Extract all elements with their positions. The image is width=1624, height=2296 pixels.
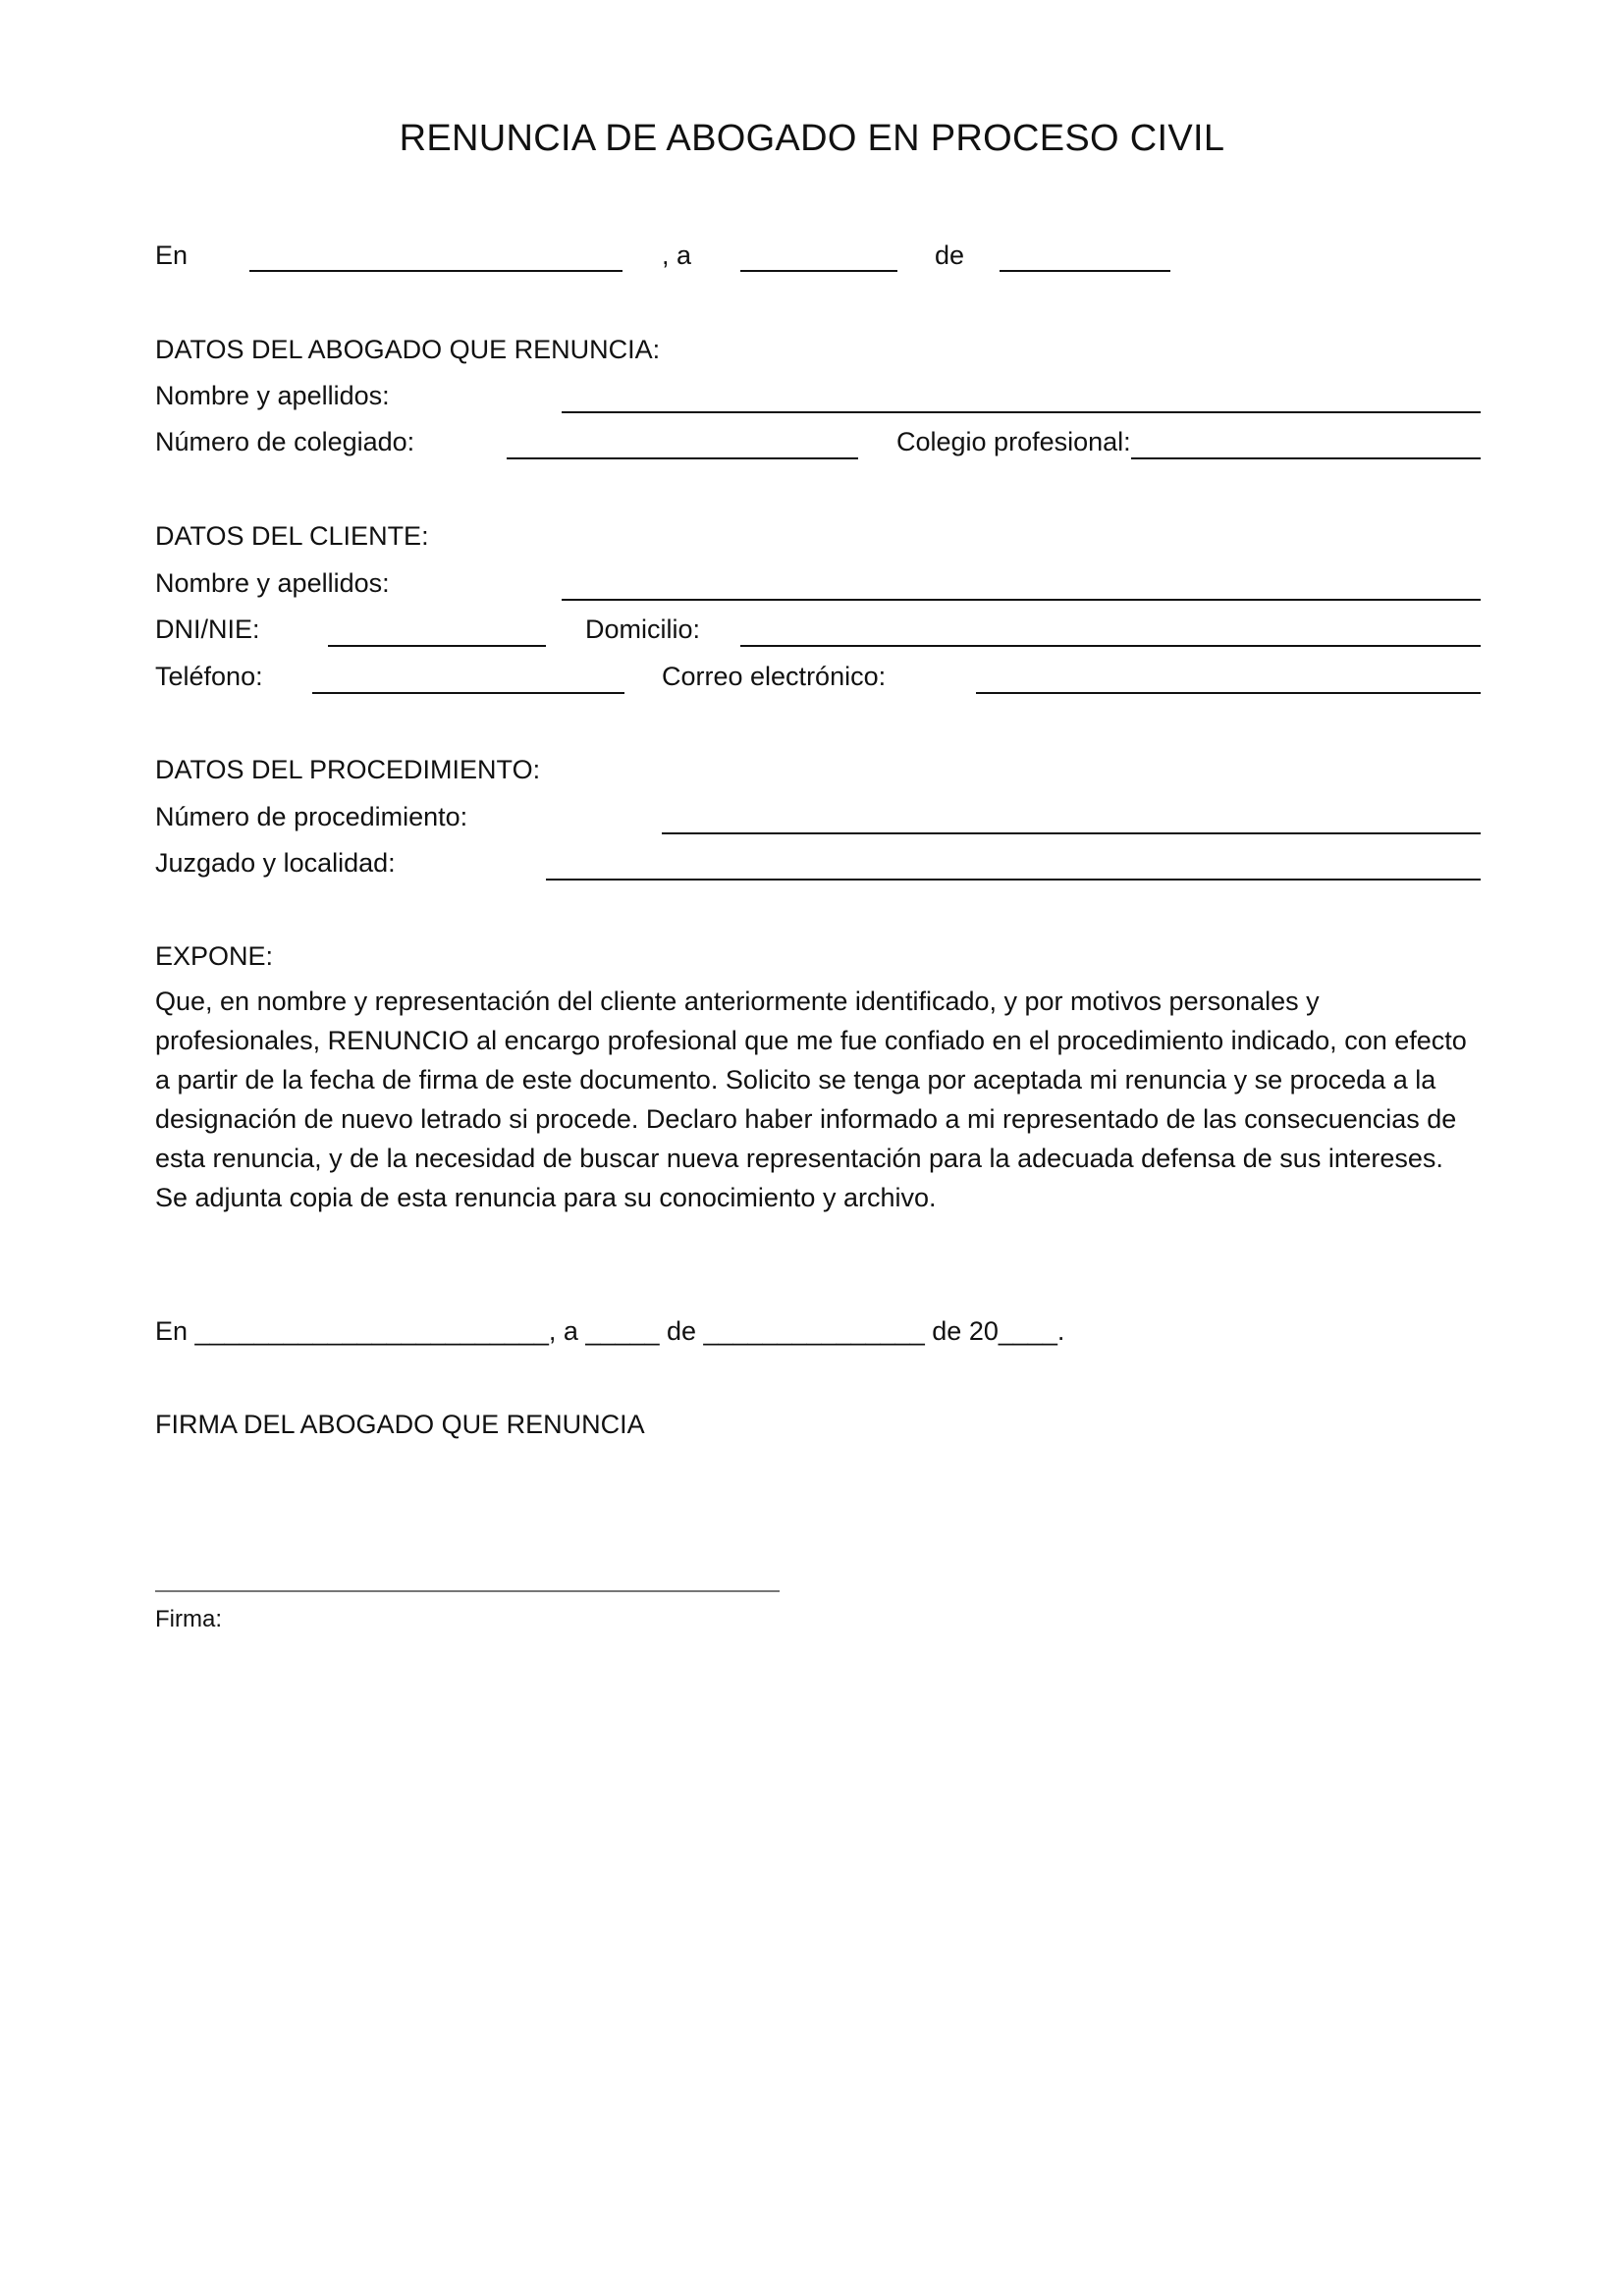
cliente-telefono-field[interactable] — [312, 692, 624, 694]
firma-heading: FIRMA DEL ABOGADO QUE RENUNCIA — [155, 1410, 645, 1439]
abogado-nombre-label: Nombre y apellidos: — [155, 381, 390, 410]
abogado-colegiado-field[interactable] — [507, 457, 858, 459]
procedimiento-numero-field[interactable] — [662, 832, 1481, 834]
cliente-domicilio-field[interactable] — [740, 645, 1481, 647]
cliente-dni-label: DNI/NIE: — [155, 614, 260, 644]
procedimiento-juzgado-label: Juzgado y localidad: — [155, 848, 396, 878]
abogado-heading: DATOS DEL ABOGADO QUE RENUNCIA: — [155, 335, 661, 364]
abogado-colegiado-label: Número de colegiado: — [155, 427, 415, 456]
day-field[interactable] — [740, 270, 897, 272]
month-field[interactable] — [1000, 270, 1170, 272]
cliente-dni-field[interactable] — [328, 645, 546, 647]
place-field[interactable] — [249, 270, 623, 272]
document-title: RENUNCIA DE ABOGADO EN PROCESO CIVIL — [399, 118, 1225, 159]
cliente-correo-label: Correo electrónico: — [662, 662, 887, 691]
cliente-heading: DATOS DEL CLIENTE: — [155, 521, 429, 551]
header-en-label: En — [155, 240, 189, 270]
header-de-label: de — [935, 240, 965, 270]
expone-heading: EXPONE: — [155, 941, 274, 971]
cliente-telefono-label: Teléfono: — [155, 662, 263, 691]
closing-date-line: En ________________________, a _____ de _______________ de 20____. — [155, 1316, 1065, 1346]
firma-label: Firma: — [155, 1606, 222, 1632]
procedimiento-numero-label: Número de procedimiento: — [155, 802, 468, 831]
procedimiento-juzgado-field[interactable] — [546, 879, 1481, 881]
cliente-nombre-field[interactable] — [562, 599, 1481, 601]
cliente-correo-field[interactable] — [976, 692, 1481, 694]
signature-line[interactable] — [155, 1590, 780, 1592]
abogado-colegio-label: Colegio profesional: — [896, 427, 1131, 456]
procedimiento-heading: DATOS DEL PROCEDIMIENTO: — [155, 755, 541, 784]
expone-body: Que, en nombre y representación del cliente anteriormente identificado, y por motivos personales y profesionales, RENUNCIO al encargo profesional que me fue confiado en el procedimiento indicado, con efecto a partir de la fecha de firma de este documento. Solicito se tenga por aceptada mi renuncia y se proceda a la designación de nuevo letrado si procede. Declaro haber informado a mi representado de las consecuencias de esta renuncia, y de la necesidad de buscar nueva representación para la adecuada defensa de sus intereses. Se adjunta copia de esta renuncia para su conocimiento y archivo. — [155, 987, 1467, 1212]
cliente-domicilio-label: Domicilio: — [585, 614, 701, 644]
cliente-nombre-label: Nombre y apellidos: — [155, 568, 390, 598]
abogado-nombre-field[interactable] — [562, 411, 1481, 413]
header-a-label: , a — [662, 240, 692, 270]
abogado-colegio-field[interactable] — [1131, 457, 1481, 459]
